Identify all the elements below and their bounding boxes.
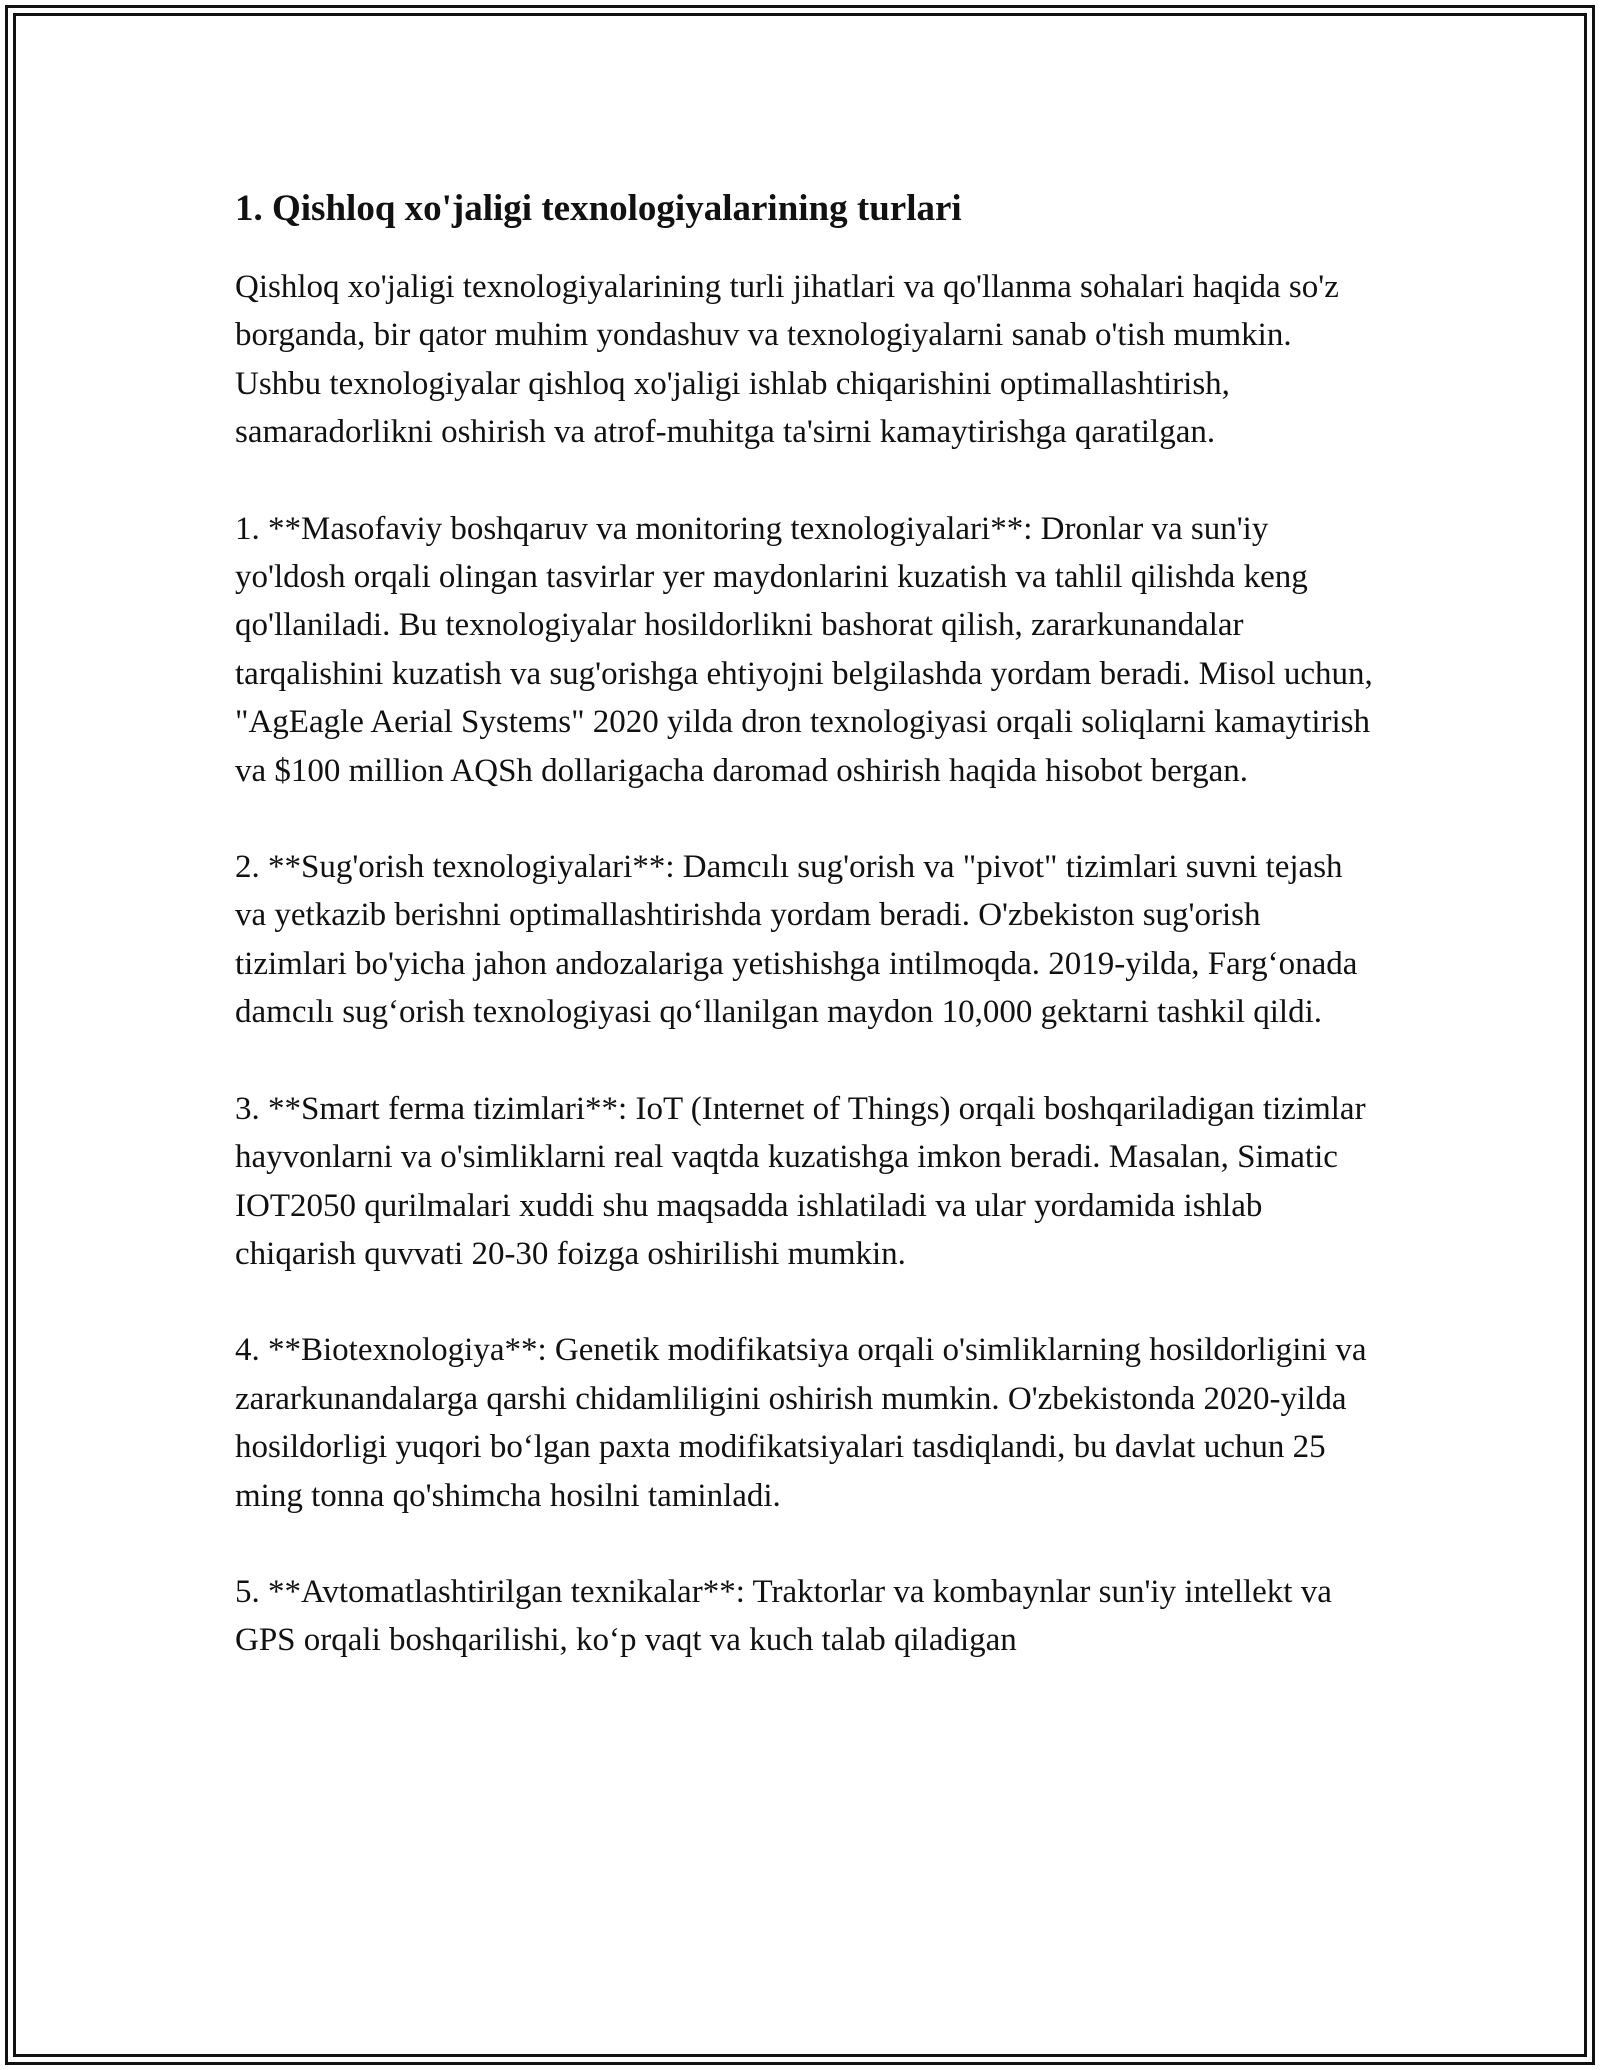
list-item-irrigation: 2. **Sug'orish texnologiyalari**: Damcılı sug'orish va "pivot" tizimlari suvni tejash va yetkazib berishni optimallashtirishda yordam beradi. O'zbekiston sug'orish tizimlari bo'yicha jahon andozalariga yetishishga intilmoqda. 2019-yilda, Farg‘onada damcılı sug‘orish texnologiyasi qo‘llanilgan maydon 10,000 gektarni tashkil qildi. [235, 849, 1358, 1031]
list-item-biotechnology: 4. **Biotexnologiya**: Genetik modifikatsiya orqali o'simliklarning hosildorligini va zararkunandalarga qarshi chidamliligini oshirish mumkin. O'zbekistonda 2020-yilda hosildorligi yuqori bo‘lgan paxta modifikatsiyalari tasdiqlandi, bu davlat uchun 25 ming tonna qo'shimcha hosilni taminladi. [235, 1332, 1367, 1514]
document-body [235, 186, 1375, 1713]
list-item-smart-farm: 3. **Smart ferma tizimlari**: IoT (Internet of Things) orqali boshqariladigan tizimlar hayvonlarni va o'simliklarni real vaqtda kuzatishga imkon beradi. Masalan, Simatic IOT2050 qurilmalari xuddi shu maqsadda ishlatiladi va ular yordamida ishlab chiqarish quvvati 20-30 foizga oshirilishi mumkin. [235, 1090, 1366, 1272]
intro-paragraph: Qishloq xo'jaligi texnologiyalarining turli jihatlari va qo'llanma sohalari haqida so'z borganda, bir qator muhim yondashuv va texnologiyalarni sanab o'tish mumkin. Ushbu texnologiyalar qishloq xo'jaligi ishlab chiqarishini optimallashtirish, samaradorlikni oshirish va atrof-muhitga ta'sirni kamaytirishga qaratilgan. [235, 269, 1339, 451]
section-heading: 1. Qishloq xo'jaligi texnologiyalarining turlari [235, 188, 962, 229]
list-item-automated-machinery: 5. **Avtomatlashtirilgan texnikalar**: Traktorlar va kombaynlar sun'iy intellekt va GPS orqali boshqarilishi, ko‘p vaqt va kuch talab qiladigan [235, 1573, 1332, 1659]
list-item-remote-monitoring: 1. **Masofaviy boshqaruv va monitoring texnologiyalari**: Dronlar va sun'iy yo'ldosh orqali olingan tasvirlar yer maydonlarini kuzatish va tahlil qilishda keng qo'llaniladi. Bu texnologiyalar hosildorlikni bashorat qilish, zararkunandalar tarqalishini kuzatish va sug'orishga ehtiyojni belgilashda yordam beradi. Misol uchun, "AgEagle Aerial Systems" 2020 yilda dron texnologiyasi orqali soliqlarni kamaytirish va $100 million AQSh dollarigacha daromad oshirish haqida hisobot bergan. [235, 510, 1373, 789]
